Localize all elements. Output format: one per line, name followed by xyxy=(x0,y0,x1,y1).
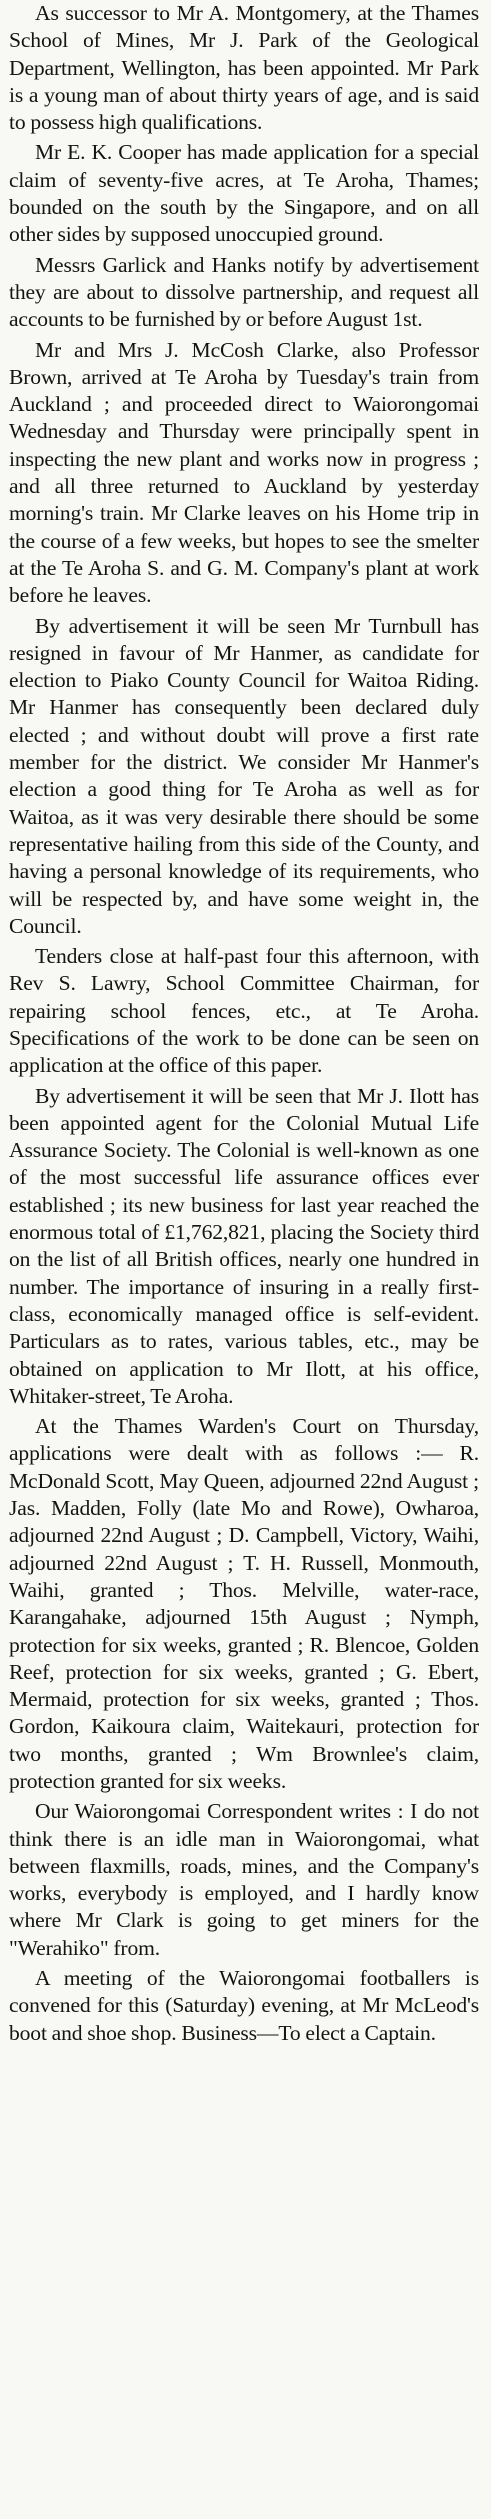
paragraph-county-council-election: By advertisement it will be seen Mr Turnbull has resigned in favour of Mr Hanmer, as candidate for election to Piako County Council for Waitoa Riding. Mr Hanmer has consequently been declared duly elected ; and without doubt will prove a first rate member for the district. We consider Mr Hanmer's election a good thing for Te Aroha as well as for Waitoa, as it was very desirable there should be some representative hailing from this side of the County, and having a personal knowledge of its requirements, who will be respected by, and have some weight in, the Council. xyxy=(9,613,479,938)
paragraph-footballers-meeting: A meeting of the Waiorongomai footballers is convened for this (Saturday) evening, at Mr McLeod's boot and shoe shop. Business—To elect a Captain. xyxy=(9,1966,479,2045)
paragraph-mccosh-clarke-visit: Mr and Mrs J. McCosh Clarke, also Professor Brown, arrived at Te Aroha by Tuesday's train from Auckland ; and proceeded direct to Waiorongomai Wednesday and Thursday were principally spent in inspecting the new plant and works now in progress ; and all three returned to Auckland by yesterday morning's train. Mr Clarke leaves on his Home trip in the course of a few weeks, but hopes to see the smelter at the Te Aroha S. and G. M. Company's plant at work before he leaves. xyxy=(9,337,479,608)
paragraph-correspondent: Our Waiorongomai Correspondent writes : I do not think there is an idle man in Waiorongomai, what between flaxmills, roads, mines, and the Company's works, everybody is employed, and I hardly know where Mr Clark is going to get miners for the "Werahiko" from. xyxy=(9,1799,479,1960)
paragraph-school-tenders: Tenders close at half-past four this afternoon, with Rev S. Lawry, School Committee Chairman, for repairing school fences, etc., at Te Aroha. Specifications of the work to be done can be seen on application at the office of this paper. xyxy=(9,944,479,1078)
paragraph-wardens-court: At the Thames Warden's Court on Thursday, applications were dealt with as follows :— R. McDonald Scott, May Queen, adjourned 22nd August ; Jas. Madden, Folly (late Mo and Rowe), Owharoa, adjourned 22nd August ; D. Campbell, Victory, Waihi, adjourned 22nd August ; T. H. Russell, Monmouth, Waihi, granted ; Thos. Melville, water-race, Karangahake, adjourned 15th August ; Nymph, protection for six weeks, granted ; R. Blencoe, Golden Reef, protection for six weeks, granted ; G. Ebert, Mermaid, protection for six weeks, granted ; Thos. Gordon, Kaikoura claim, Waitekauri, protection for two months, granted ; Wm Brownlee's claim, protection granted for six weeks. xyxy=(9,1414,479,1793)
paragraph-special-claim: Mr E. K. Cooper has made application for a special claim of seventy-five acres, at Te Aroha, Thames; bounded on the south by the Singapore, and on all other sides by supposed unoccupied ground. xyxy=(9,140,479,247)
paragraph-life-assurance-agent: By advertisement it will be seen that Mr J. Ilott has been appointed agent for the Colonial Mutual Life Assurance Society. The Colonial is well-known as one of the most successful life assurance offices ever established ; its new business for last year reached the enormous total of £1,762,821, placing the Society third on the list of all British offices, nearly one hundred in number. The importance of insuring in a really first-class, economically managed office is self-evident. Particulars as to rates, various tables, etc., may be obtained on application to Mr Ilott, at his office, Whitaker-street, Te Aroha. xyxy=(9,1083,479,1408)
paragraph-partnership-dissolution: Messrs Garlick and Hanks notify by advertisement they are about to dissolve partnership, and request all accounts to be furnished by or before August 1st. xyxy=(9,252,479,332)
paragraph-school-of-mines: As successor to Mr A. Montgomery, at the Thames School of Mines, Mr J. Park of the Geological Department, Wellington, has been appointed. Mr Park is a young man of about thirty years of age, and is said to possess high qualifications. xyxy=(9,1,479,135)
